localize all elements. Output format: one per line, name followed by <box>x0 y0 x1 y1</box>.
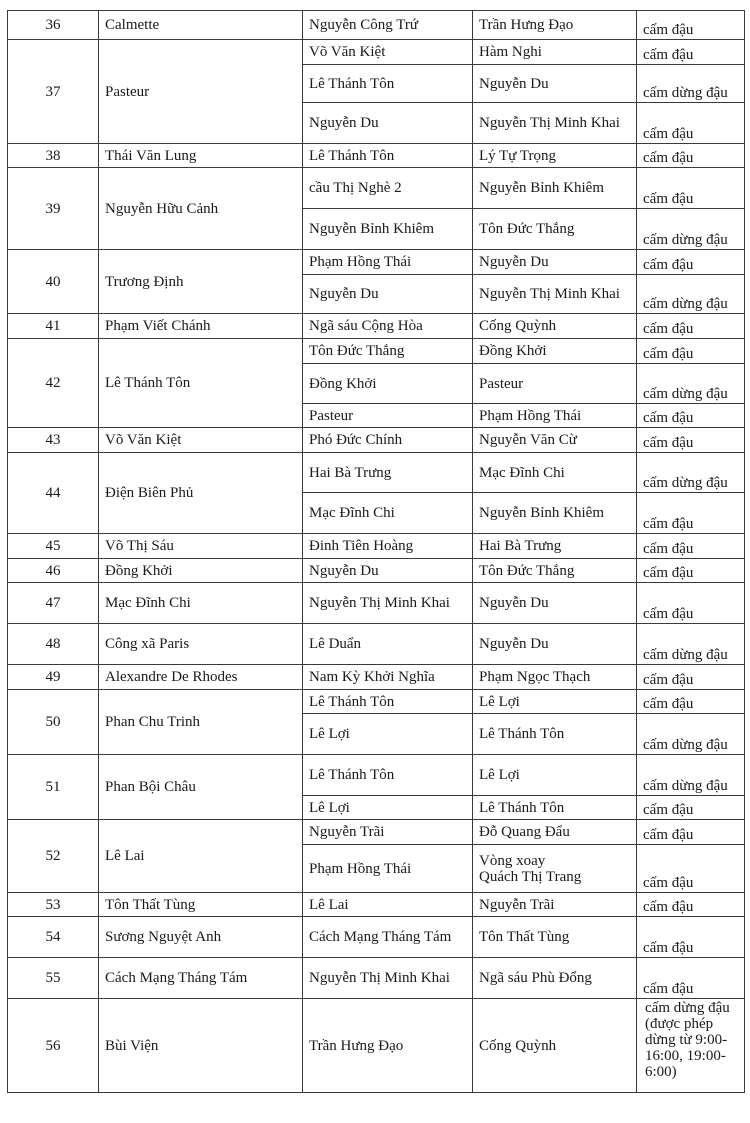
parking-restriction: cấm dừng đậu <box>637 275 745 314</box>
row-number: 44 <box>8 453 99 534</box>
row-number: 40 <box>8 250 99 314</box>
segment-from: Võ Văn Kiệt <box>303 40 473 65</box>
segment-to: Mạc Đĩnh Chi <box>473 453 637 493</box>
segment-to: Nguyễn Du <box>473 624 637 665</box>
segment-from: Nguyễn Công Trứ <box>303 11 473 40</box>
segment-to: Vòng xoay Quách Thị Trang <box>473 845 637 893</box>
segment-from: Nam Kỳ Khởi Nghĩa <box>303 665 473 690</box>
table-row <box>8 690 745 714</box>
street-name: Võ Thị Sáu <box>99 534 303 559</box>
row-number: 51 <box>8 755 99 820</box>
parking-restriction: cấm dừng đậu <box>637 624 745 665</box>
parking-restriction: cấm đậu <box>637 690 745 714</box>
table-row <box>8 893 745 917</box>
segment-to: Đồng Khởi <box>473 339 637 364</box>
parking-restriction: cấm đậu <box>637 103 745 144</box>
table-row <box>8 917 745 958</box>
street-name: Mạc Đĩnh Chi <box>99 583 303 624</box>
parking-restriction: cấm đậu <box>637 339 745 364</box>
row-number: 41 <box>8 314 99 339</box>
segment-to: Tôn Thất Tùng <box>473 917 637 958</box>
table-row <box>8 999 745 1093</box>
parking-restriction: cấm đậu <box>637 40 745 65</box>
segment-to: Tôn Đức Thắng <box>473 209 637 250</box>
table-row <box>8 665 745 690</box>
segment-from: Lê Thánh Tôn <box>303 690 473 714</box>
street-name: Điện Biên Phủ <box>99 453 303 534</box>
parking-restriction: cấm dừng đậu <box>637 453 745 493</box>
table-row <box>8 453 745 493</box>
segment-to: Trần Hưng Đạo <box>473 11 637 40</box>
street-name: Lê Thánh Tôn <box>99 339 303 428</box>
parking-restriction: cấm dừng đậu (được phép dừng từ 9:00-16:00, 19:00-6:00) <box>637 999 745 1093</box>
parking-restriction: cấm đậu <box>637 11 745 40</box>
parking-restriction: cấm dừng đậu <box>637 755 745 796</box>
parking-restriction: cấm đậu <box>637 893 745 917</box>
segment-from: cầu Thị Nghè 2 <box>303 168 473 209</box>
segment-to: Lý Tự Trọng <box>473 144 637 168</box>
segment-from: Nguyễn Du <box>303 103 473 144</box>
street-name: Đồng Khởi <box>99 559 303 583</box>
table-row <box>8 11 745 40</box>
parking-restriction: cấm đậu <box>637 796 745 820</box>
row-number: 37 <box>8 40 99 144</box>
street-name: Nguyễn Hữu Cảnh <box>99 168 303 250</box>
segment-from: Nguyễn Du <box>303 559 473 583</box>
row-number: 42 <box>8 339 99 428</box>
table-row <box>8 144 745 168</box>
row-number: 53 <box>8 893 99 917</box>
table-row <box>8 583 745 624</box>
segment-to: Nguyễn Thị Minh Khai <box>473 275 637 314</box>
segment-from: Trần Hưng Đạo <box>303 999 473 1093</box>
street-name: Pasteur <box>99 40 303 144</box>
table-row <box>8 428 745 453</box>
segment-from: Lê Lai <box>303 893 473 917</box>
segment-to: Nguyễn Văn Cừ <box>473 428 637 453</box>
street-name: Phan Chu Trinh <box>99 690 303 755</box>
segment-to: Nguyễn Du <box>473 583 637 624</box>
segment-to: Nguyễn Thị Minh Khai <box>473 103 637 144</box>
row-number: 49 <box>8 665 99 690</box>
parking-restriction: cấm dừng đậu <box>637 714 745 755</box>
street-name: Calmette <box>99 11 303 40</box>
parking-restriction: cấm đậu <box>637 250 745 275</box>
table-row <box>8 755 745 796</box>
table-row <box>8 40 745 65</box>
street-name: Tôn Thất Tùng <box>99 893 303 917</box>
table-row <box>8 534 745 559</box>
table-row <box>8 314 745 339</box>
row-number: 52 <box>8 820 99 893</box>
street-name: Phan Bội Châu <box>99 755 303 820</box>
street-name: Thái Văn Lung <box>99 144 303 168</box>
parking-restriction: cấm đậu <box>637 845 745 893</box>
segment-from: Phạm Hồng Thái <box>303 250 473 275</box>
segment-from: Phạm Hồng Thái <box>303 845 473 893</box>
segment-from: Đồng Khởi <box>303 364 473 404</box>
segment-to: Hai Bà Trưng <box>473 534 637 559</box>
table-row <box>8 820 745 845</box>
segment-to: Cống Quỳnh <box>473 314 637 339</box>
table-body <box>8 11 745 1093</box>
row-number: 43 <box>8 428 99 453</box>
segment-from: Nguyễn Trãi <box>303 820 473 845</box>
segment-to: Nguyễn Bỉnh Khiêm <box>473 168 637 209</box>
parking-restriction: cấm đậu <box>637 404 745 428</box>
row-number: 45 <box>8 534 99 559</box>
parking-restriction: cấm đậu <box>637 534 745 559</box>
row-number: 38 <box>8 144 99 168</box>
segment-to: Nguyễn Du <box>473 250 637 275</box>
parking-restriction: cấm dừng đậu <box>637 364 745 404</box>
row-number: 56 <box>8 999 99 1093</box>
table-row <box>8 168 745 209</box>
segment-to: Tôn Đức Thắng <box>473 559 637 583</box>
table-row <box>8 958 745 999</box>
segment-to: Lê Thánh Tôn <box>473 714 637 755</box>
segment-from: Lê Thánh Tôn <box>303 144 473 168</box>
table-row <box>8 559 745 583</box>
segment-from: Lê Thánh Tôn <box>303 65 473 103</box>
table-row <box>8 339 745 364</box>
table-row <box>8 624 745 665</box>
segment-to: Pasteur <box>473 364 637 404</box>
segment-to: Lê Lợi <box>473 755 637 796</box>
segment-from: Nguyễn Thị Minh Khai <box>303 583 473 624</box>
segment-to: Nguyễn Bỉnh Khiêm <box>473 493 637 534</box>
parking-restriction: cấm đậu <box>637 144 745 168</box>
parking-restriction: cấm đậu <box>637 168 745 209</box>
parking-restriction: cấm đậu <box>637 917 745 958</box>
segment-to: Phạm Ngọc Thạch <box>473 665 637 690</box>
segment-from: Mạc Đĩnh Chi <box>303 493 473 534</box>
parking-restriction: cấm đậu <box>637 820 745 845</box>
segment-to: Ngã sáu Phù Đổng <box>473 958 637 999</box>
segment-from: Hai Bà Trưng <box>303 453 473 493</box>
street-name: Bùi Viện <box>99 999 303 1093</box>
parking-restriction: cấm đậu <box>637 559 745 583</box>
row-number: 54 <box>8 917 99 958</box>
segment-from: Pasteur <box>303 404 473 428</box>
parking-restriction: cấm đậu <box>637 583 745 624</box>
segment-to: Nguyễn Du <box>473 65 637 103</box>
street-name: Cách Mạng Tháng Tám <box>99 958 303 999</box>
segment-from: Lê Lợi <box>303 714 473 755</box>
row-number: 46 <box>8 559 99 583</box>
parking-restriction: cấm đậu <box>637 665 745 690</box>
parking-restriction: cấm đậu <box>637 958 745 999</box>
segment-to: Lê Thánh Tôn <box>473 796 637 820</box>
street-name: Phạm Viết Chánh <box>99 314 303 339</box>
segment-from: Đinh Tiên Hoàng <box>303 534 473 559</box>
row-number: 48 <box>8 624 99 665</box>
segment-to: Nguyễn Trãi <box>473 893 637 917</box>
street-name: Võ Văn Kiệt <box>99 428 303 453</box>
street-name: Alexandre De Rhodes <box>99 665 303 690</box>
row-number: 47 <box>8 583 99 624</box>
row-number: 36 <box>8 11 99 40</box>
segment-from: Ngã sáu Cộng Hòa <box>303 314 473 339</box>
segment-from: Nguyễn Bỉnh Khiêm <box>303 209 473 250</box>
street-name: Công xã Paris <box>99 624 303 665</box>
segment-to: Hàm Nghi <box>473 40 637 65</box>
street-name: Trương Định <box>99 250 303 314</box>
row-number: 50 <box>8 690 99 755</box>
parking-restriction-table <box>7 10 745 1093</box>
segment-from: Tôn Đức Thắng <box>303 339 473 364</box>
segment-from: Cách Mạng Tháng Tám <box>303 917 473 958</box>
segment-to: Lê Lợi <box>473 690 637 714</box>
segment-from: Lê Lợi <box>303 796 473 820</box>
segment-to: Đỗ Quang Đẩu <box>473 820 637 845</box>
parking-restriction: cấm dừng đậu <box>637 65 745 103</box>
segment-from: Nguyễn Thị Minh Khai <box>303 958 473 999</box>
parking-restriction: cấm đậu <box>637 493 745 534</box>
table-row <box>8 250 745 275</box>
street-name: Lê Lai <box>99 820 303 893</box>
row-number: 55 <box>8 958 99 999</box>
segment-from: Lê Thánh Tôn <box>303 755 473 796</box>
segment-to: Phạm Hồng Thái <box>473 404 637 428</box>
segment-to: Cống Quỳnh <box>473 999 637 1093</box>
segment-from: Nguyễn Du <box>303 275 473 314</box>
segment-from: Lê Duẩn <box>303 624 473 665</box>
parking-restriction: cấm đậu <box>637 428 745 453</box>
parking-restriction: cấm đậu <box>637 314 745 339</box>
row-number: 39 <box>8 168 99 250</box>
segment-from: Phó Đức Chính <box>303 428 473 453</box>
street-name: Sương Nguyệt Anh <box>99 917 303 958</box>
parking-restriction: cấm dừng đậu <box>637 209 745 250</box>
